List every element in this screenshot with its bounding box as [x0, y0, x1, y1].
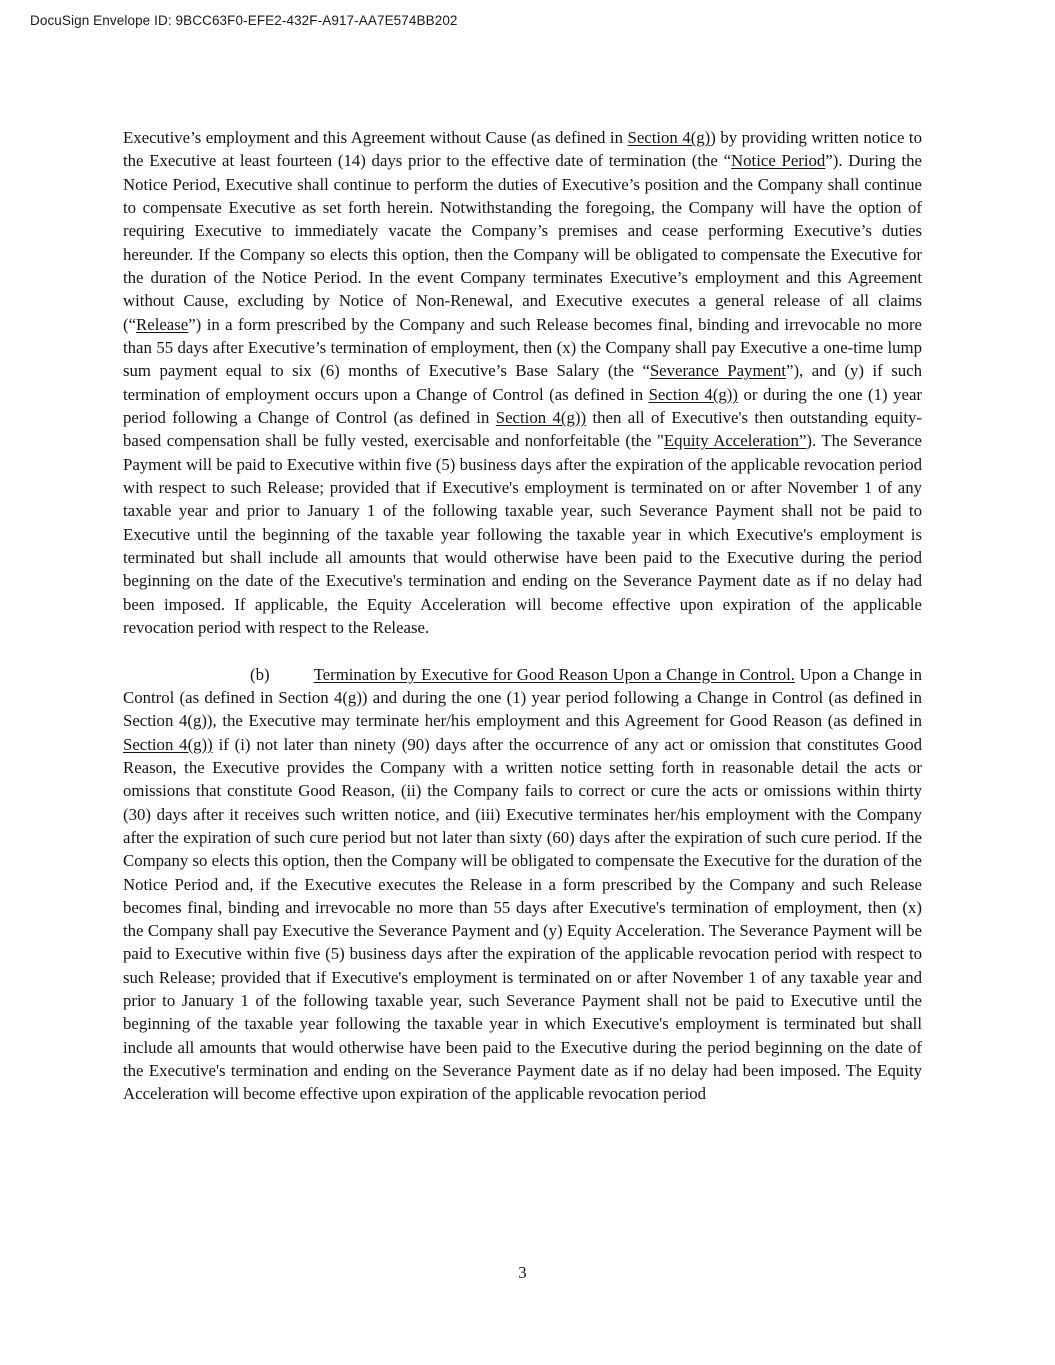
text-run: Executive’s employment and this Agreement without Cause (as defined in [123, 128, 628, 147]
paragraph-termination-good-reason [123, 663, 922, 1106]
text-run: or during the one (1) year period following a Change of Control (as defined in [123, 384, 922, 427]
document-body [123, 126, 922, 1106]
underlined-term: Termination by Executive for Good Reason Upon a Change in Control. [313, 664, 795, 684]
underlined-term: Section 4(g)) [123, 734, 213, 754]
text-run: (b) [250, 664, 270, 684]
text-run: ”). During the Notice Period, Executive shall continue to perform the duties of Executive’s position and the Company shall continue to compensate Executive as set forth herein. Notwithstanding the foregoing, the Company will have the option of requiring Executive to immediately vacate the Company’s premises and cease performing Executive’s duties hereunder. If the Company so elects this option, then the Company will be obligated to compensate the Executive for the duration of the Notice Period. In the event Company terminates Executive’s employment and this Agreement without Cause, excluding by Notice of Non-Renewal, and Executive executes a general release of all claims (“ [123, 151, 922, 334]
underlined-term: Release [136, 314, 189, 334]
underlined-term: Section 4(g) [627, 128, 711, 147]
underlined-term: Section 4(g)) [495, 407, 587, 427]
paragraph-termination-without-cause [123, 126, 922, 639]
underlined-term: Equity Acceleration” [663, 431, 807, 451]
text-run: ”), and (y) if such termination of employment occurs upon a Change of Control (as defined in [123, 361, 922, 404]
text-run: if (i) not later than ninety (90) days after the occurrence of any act or omission that constitutes Good Reason, the Executive provides the Company with a written notice setting forth in reasonable detail the acts or omissions that constitute Good Reason, (ii) the Company fails to correct or cure the acts or omissions within thirty (30) days after it receives such written notice, and (iii) Executive terminates her/his employment with the Company after the expiration of such cure period but not later than sixty (60) days after the expiration of such cure period. If the Company so elects this option, then the Company will be obligated to compensate the Executive for the duration of the Notice Period and, if the Executive executes the Release in a form prescribed by the Company and such Release becomes final, binding and irrevocable no more than 55 days after Executive's termination of employment, then (x) the Company shall pay Executive the Severance Payment and (y) Equity Acceleration. The Severance Payment will be paid to Executive within five (5) business days after the expiration of the applicable revocation period with respect to such Release; provided that if Executive's employment is terminated on or after November 1 of any taxable year and prior to January 1 of the following taxable year, such Severance Payment shall not be paid to Executive until the beginning of the taxable year following the taxable year in which Executive's employment is terminated but shall include all amounts that would otherwise have been paid to the Executive during the period beginning on the date of the Executive's termination and ending on the Severance Payment date as if no delay had been imposed. The Equity Acceleration will become effective upon expiration of the applicable revocation period [123, 734, 923, 1104]
docusign-envelope-id: DocuSign Envelope ID: 9BCC63F0-EFE2-432F-A917-AA7E574BB202 [30, 13, 458, 28]
text-run: ”) in a form prescribed by the Company and such Release becomes final, binding and irrevocable no more than 55 days after Executive’s termination of employment, then (x) the Company shall pay Executive a one-time lump sum payment equal to six (6) months of Executive’s Base Salary (the “ [123, 314, 922, 381]
underlined-term: Severance Payment [649, 361, 786, 381]
page-number: 3 [518, 1263, 527, 1282]
underlined-term: Section 4(g)) [648, 384, 738, 404]
text-run: Upon a Change in Control (as defined in Section 4(g)) and during the one (1) year period following a Change in Control (as defined in Section 4(g)), the Executive may terminate her/his employment and this Agreement for Good Reason (as defined in [123, 664, 923, 731]
underlined-term: Notice Period [731, 151, 826, 171]
text-run: ) by providing written notice to the Executive at least fourteen (14) days prior to the effective date of termination (the “ [123, 128, 922, 171]
text-run: then all of Executive's then outstanding equity-based compensation shall be fully vested, exercisable and nonforfeitable (the " [123, 407, 922, 451]
text-run: ). The Severance Payment will be paid to Executive within five (5) business days after the expiration of the applicable revocation period with respect to such Release; provided that if Executive's employment is terminated on or after November 1 of any taxable year and prior to January 1 of the following taxable year, such Severance Payment shall not be paid to Executive until the beginning of the taxable year following the taxable year in which Executive's employment is terminated but shall include all amounts that would otherwise have been paid to the Executive during the period beginning on the date of the Executive's termination and ending on the Severance Payment date as if no delay had been imposed. If applicable, the Equity Acceleration will become effective upon expiration of the applicable revocation period with respect to the Release. [123, 431, 923, 637]
